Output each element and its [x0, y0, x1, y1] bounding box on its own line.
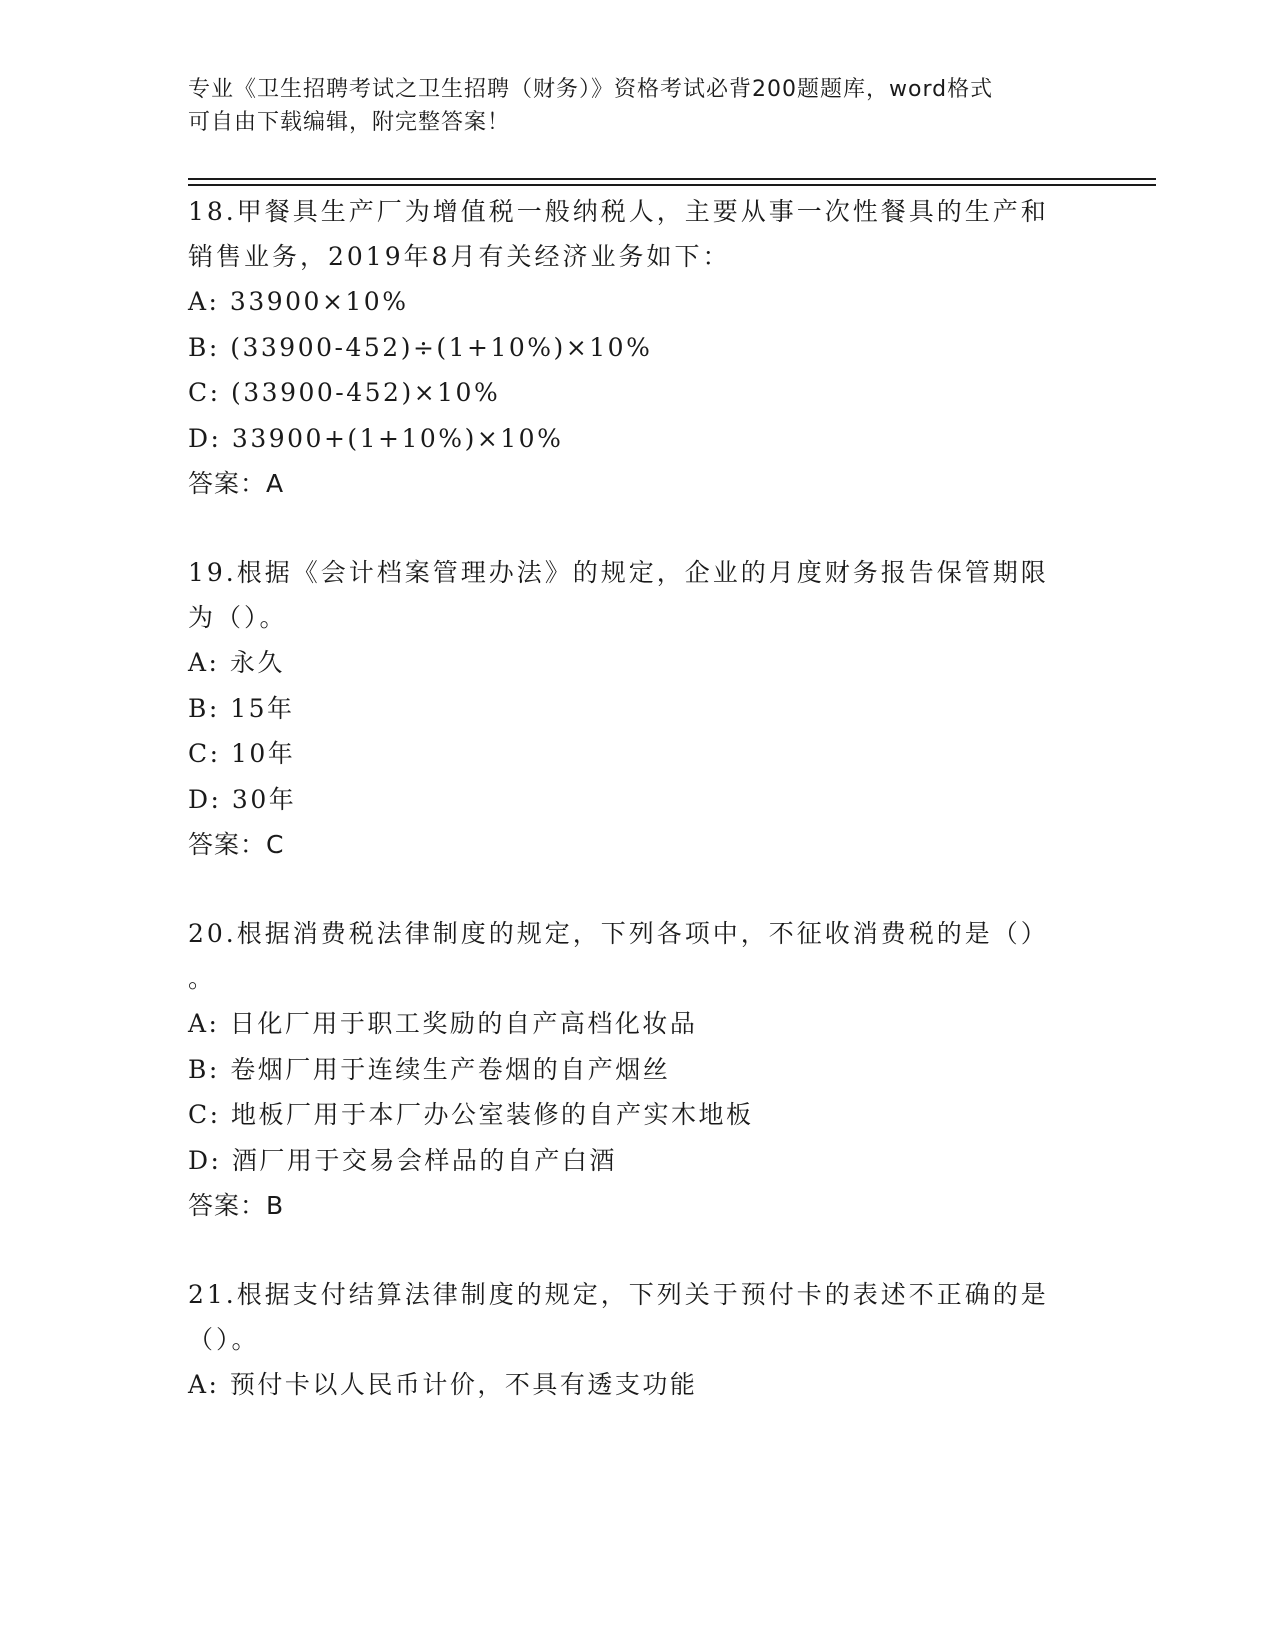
question-spacer	[188, 506, 1088, 551]
question-stem-line: 20.根据消费税法律制度的规定，下列各项中，不征收消费税的是（）	[188, 919, 1049, 948]
question-21	[188, 1273, 1088, 1408]
option-c: C: 地板厂用于本厂办公室装修的自产实木地板	[188, 1100, 754, 1129]
question-list	[188, 190, 1088, 1408]
option-d: D: 33900+(1+10%)×10%	[188, 423, 564, 453]
answer-line: 答案：A	[188, 469, 285, 498]
document-header	[188, 73, 1088, 139]
question-stem-line: 21.根据支付结算法律制度的规定，下列关于预付卡的表述不正确的是	[188, 1280, 1049, 1309]
option-b: B: 卷烟厂用于连续生产卷烟的自产烟丝	[188, 1054, 671, 1084]
option-a: A: 永久	[188, 648, 285, 677]
question-19	[188, 551, 1088, 867]
option-a: A: 预付卡以人民币计价，不具有透支功能	[188, 1370, 698, 1399]
option-d: D: 30年	[188, 784, 297, 814]
option-c: C: 10年	[188, 739, 296, 768]
option-a: A: 33900×10%	[188, 287, 409, 316]
question-stem-line: 。	[188, 963, 217, 993]
answer-line: 答案：B	[188, 1191, 285, 1220]
option-d: D: 酒厂用于交易会样品的自产白酒	[188, 1145, 617, 1175]
question-stem-line: 18.甲餐具生产厂为增值税一般纳税人，主要从事一次性餐具的生产和	[188, 197, 1049, 226]
question-spacer	[188, 1228, 1088, 1273]
option-b: B: 15年	[188, 693, 295, 723]
answer-line: 答案：C	[188, 830, 285, 859]
question-20	[188, 912, 1088, 1228]
question-stem-line: （）。	[188, 1324, 260, 1354]
question-18	[188, 190, 1088, 506]
question-stem-line: 为（）。	[188, 602, 288, 632]
option-c: C: (33900-452)×10%	[188, 378, 501, 407]
header-divider-bottom	[188, 184, 1156, 186]
question-spacer	[188, 867, 1088, 912]
option-b: B: (33900-452)÷(1+10%)×10%	[188, 332, 653, 362]
question-stem-line: 19.根据《会计档案管理办法》的规定，企业的月度财务报告保管期限	[188, 558, 1049, 587]
header-line-2: 可自由下载编辑，附完整答案！	[188, 110, 511, 135]
option-a: A: 日化厂用于职工奖励的自产高档化妆品	[188, 1009, 698, 1038]
header-line-1: 专业《卫生招聘考试之卫生招聘（财务）》资格考试必背200题题库，word格式	[188, 77, 994, 102]
question-stem-line: 销售业务，2019年8月有关经济业务如下：	[188, 241, 731, 271]
header-divider-top	[188, 178, 1156, 180]
